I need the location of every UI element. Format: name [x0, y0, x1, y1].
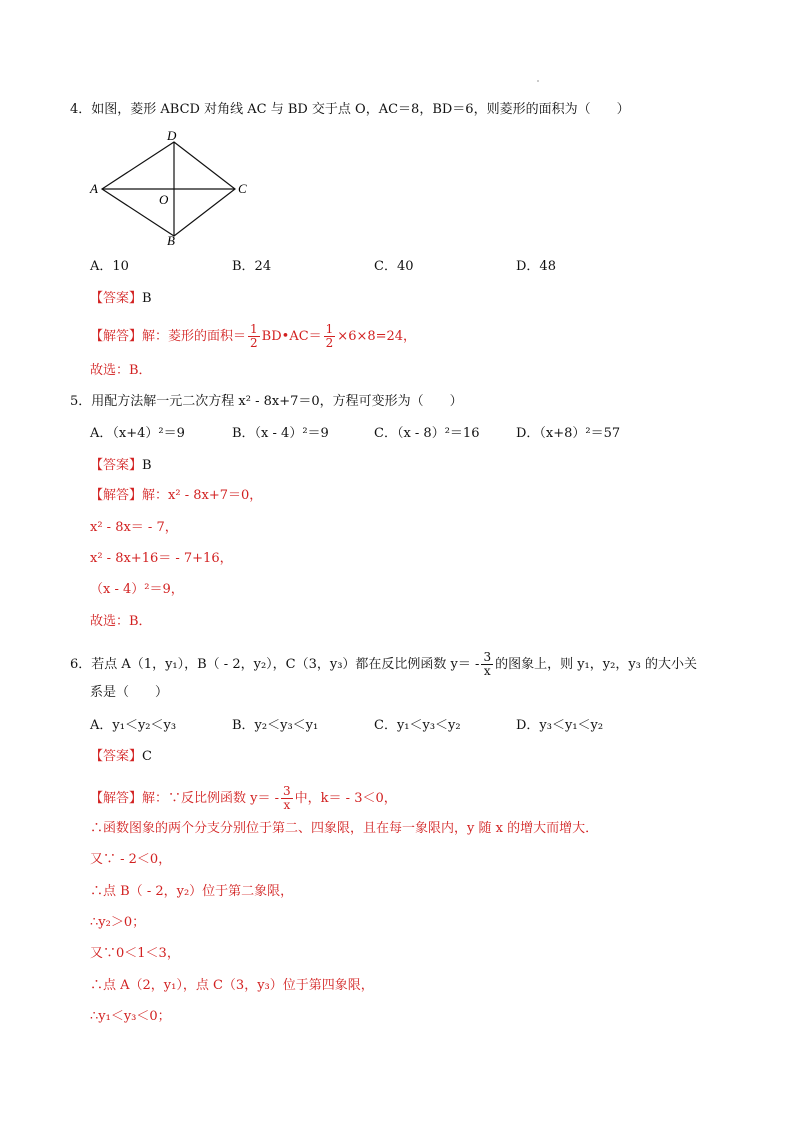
- label-c: C: [238, 181, 247, 196]
- q5-option-b: B．（x - 4）²＝9: [232, 426, 329, 441]
- solution-step: ∴y₁＜y₃＜0；: [90, 1009, 171, 1024]
- solution-b: 中，k＝ - 3＜0，: [294, 791, 397, 806]
- q6-solution: [90, 785, 397, 812]
- solution-prefix: 解：菱形的面积＝: [142, 329, 247, 344]
- q4-answer: [90, 290, 152, 308]
- fraction-half-1: [248, 323, 260, 350]
- solution-step: ∴y₂＞0；: [90, 915, 146, 930]
- solution-step: ∴函数图象的两个分支分别位于第二、四象限，且在每一象限内，y 随 x 的增大而增大．: [90, 821, 599, 836]
- label-d: D: [167, 128, 177, 143]
- q4-conclusion: 故选：B．: [90, 363, 152, 378]
- solution-a: 解：∵反比例函数 y＝ -: [142, 791, 280, 806]
- frac-num: 3: [483, 650, 492, 664]
- label-b: B: [167, 233, 175, 248]
- q6-answer: [90, 748, 152, 766]
- q6-option-b: B．y₂＜y₃＜y₁: [232, 718, 319, 733]
- solution-step: x² - 8x+16＝ - 7+16，: [90, 551, 233, 566]
- answer-label: 【答案】: [90, 458, 143, 473]
- q5-solution: [90, 487, 262, 505]
- q6-option-d: D．y₃＜y₁＜y₂: [516, 718, 604, 733]
- solution-mid: BD•AC＝: [261, 329, 322, 344]
- q4-option-a: A．10: [90, 259, 129, 274]
- frac-num: 1: [325, 322, 334, 336]
- answer-label: 【答案】: [90, 749, 143, 764]
- solution-step: 解：x² - 8x+7＝0，: [142, 488, 263, 503]
- q4-option-c: C．40: [374, 259, 414, 274]
- frac-den: x: [283, 798, 291, 812]
- frac-num: 3: [283, 784, 291, 798]
- frac-den: 2: [325, 336, 334, 350]
- frac-den: x: [483, 664, 491, 678]
- fraction-three-over-x: [281, 785, 293, 812]
- q6-stem: [70, 651, 697, 678]
- solution-label: 【解答】: [90, 488, 143, 503]
- frac-den: 2: [250, 336, 258, 350]
- answer-value: B: [142, 291, 152, 306]
- q5-option-c: C．（x - 8）²＝16: [374, 426, 480, 441]
- q4-option-b: B．24: [232, 259, 272, 274]
- label-o: O: [159, 192, 169, 207]
- solution-step: 又∵ - 2＜0，: [90, 852, 172, 867]
- q6-option-a: A．y₁＜y₂＜y₃: [90, 718, 177, 733]
- solution-label: 【解答】: [90, 329, 143, 344]
- answer-value: C: [142, 749, 152, 764]
- rhombus-figure: [85, 125, 255, 250]
- frac-num: 1: [250, 322, 258, 336]
- solution-step: ∴点 A（2，y₁），点 C（3，y₃）位于第四象限，: [90, 978, 374, 993]
- q6-stem-b: 的图象上，则 y₁，y₂，y₃ 的大小关: [495, 657, 698, 672]
- solution-step: x² - 8x＝ - 7，: [90, 520, 178, 535]
- solution-label: 【解答】: [90, 791, 143, 806]
- q6-option-c: C．y₁＜y₃＜y₂: [374, 718, 461, 733]
- q5-stem: 5．用配方法解一元二次方程 x² - 8x+7＝0，方程可变形为（ ）: [70, 394, 463, 409]
- answer-value: B: [142, 458, 152, 473]
- scan-dot: [537, 80, 539, 82]
- q5-option-d: D．（x+8）²＝57: [516, 426, 621, 441]
- solution-tail: ×6×8=24，: [337, 329, 417, 344]
- q4-option-d: D．48: [516, 259, 556, 274]
- label-a: A: [90, 181, 98, 196]
- solution-step: ∴点 B（ - 2，y₂）位于第二象限，: [90, 884, 294, 899]
- q5-option-a: A．（x+4）²＝9: [90, 426, 185, 441]
- q4-solution: [90, 323, 416, 350]
- fraction-three-over-x: [481, 651, 493, 678]
- q5-answer: [90, 457, 152, 475]
- q6-stem-c: 系是（ ）: [90, 685, 169, 700]
- fraction-half-2: [324, 323, 336, 350]
- solution-step: （x - 4）²＝9，: [90, 582, 184, 597]
- q5-conclusion: 故选：B．: [90, 614, 152, 629]
- solution-step: 又∵0＜1＜3，: [90, 946, 180, 961]
- q6-stem-a: 6．若点 A（1，y₁），B（ - 2，y₂），C（3，y₃）都在反比例函数 y＝ -: [70, 657, 480, 672]
- q4-stem: 4．如图，菱形 ABCD 对角线 AC 与 BD 交于点 O，AC＝8，BD＝6，则菱形的面积为（ ）: [70, 102, 630, 117]
- answer-label: 【答案】: [90, 291, 143, 306]
